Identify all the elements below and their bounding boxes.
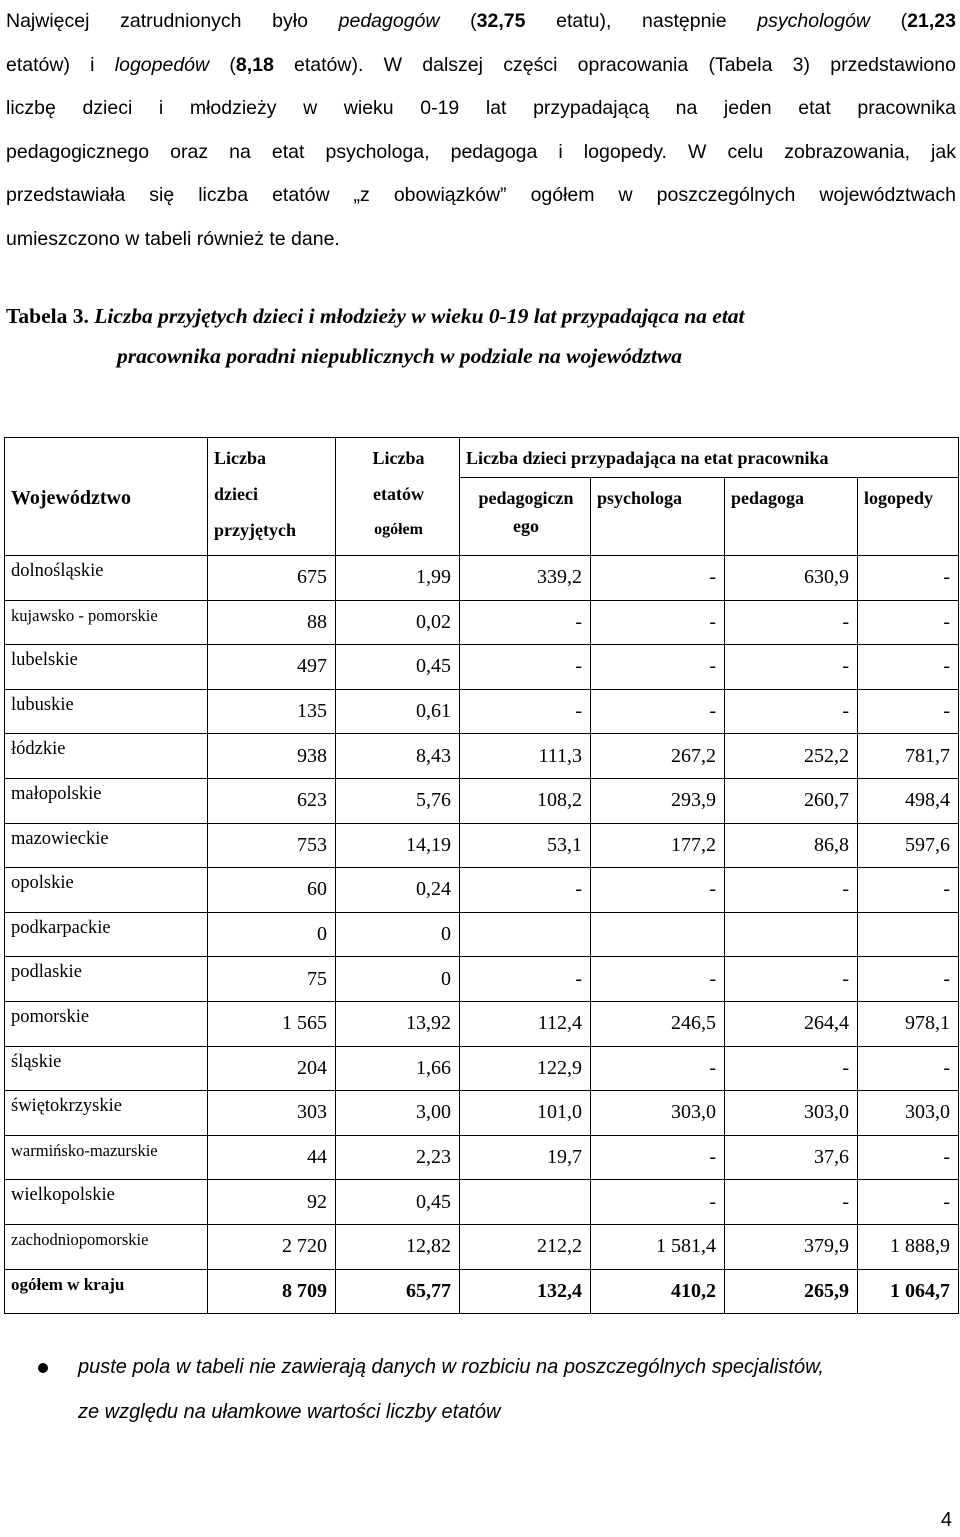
cell-posts: 0,45	[336, 645, 460, 690]
table-row	[5, 823, 959, 868]
table-row	[5, 1224, 959, 1269]
table-row	[5, 600, 959, 645]
table-row	[5, 1046, 959, 1091]
voivodeship-name: świętokrzyskie	[5, 1091, 208, 1136]
voivodeship-name: wielkopolskie	[5, 1180, 208, 1225]
cell-psy	[591, 912, 725, 957]
paragraph-line-4: pedagogicznego oraz na etat psychologa, pedagoga i logopedy. W celu zobrazowania, jak	[6, 140, 956, 163]
voivodeship-name: lubuskie	[5, 689, 208, 734]
cell-logo: -	[858, 556, 959, 601]
intro-paragraph	[6, 0, 956, 261]
cell-pedag: -	[725, 1180, 858, 1225]
cell-posts: 12,82	[336, 1224, 460, 1269]
paragraph-line-3: liczbę dzieci i młodzieży w wieku 0-19 lat przypadającą na jeden etat pracownika	[6, 97, 956, 119]
cell-logo: -	[858, 689, 959, 734]
header-pedagogue: pedagoga	[725, 478, 858, 556]
cell-logo: -	[858, 600, 959, 645]
cell-pedag: -	[725, 600, 858, 645]
cell-pedag: -	[725, 957, 858, 1002]
cell-logo: 1 888,9	[858, 1224, 959, 1269]
cell-children: 75	[208, 957, 336, 1002]
cell-ped: 111,3	[460, 734, 591, 779]
cell-ped: 112,4	[460, 1001, 591, 1046]
cell-ped	[460, 912, 591, 957]
cell-children: 135	[208, 689, 336, 734]
total-row	[5, 1269, 959, 1314]
cell-posts: 1,66	[336, 1046, 460, 1091]
cell-posts: 2,23	[336, 1135, 460, 1180]
cell-psy: -	[591, 957, 725, 1002]
cell-ped: 339,2	[460, 556, 591, 601]
cell-children: 8 709	[208, 1269, 336, 1314]
voivodeship-name: śląskie	[5, 1046, 208, 1091]
cell-logo: 781,7	[858, 734, 959, 779]
cell-logo: 1 064,7	[858, 1269, 959, 1314]
header-psychologist: psychologa	[591, 478, 725, 556]
cell-psy: -	[591, 868, 725, 913]
voivodeship-name: ogółem w kraju	[5, 1269, 208, 1314]
voivodeship-table	[4, 437, 959, 1314]
footnote	[30, 1345, 950, 1435]
cell-pedag: 252,2	[725, 734, 858, 779]
table-row	[5, 734, 959, 779]
cell-posts: 0,24	[336, 868, 460, 913]
page-number: 4	[940, 1509, 952, 1531]
cell-children: 303	[208, 1091, 336, 1136]
cell-logo: -	[858, 1180, 959, 1225]
cell-logo: -	[858, 957, 959, 1002]
cell-ped	[460, 1180, 591, 1225]
voivodeship-name: podlaskie	[5, 957, 208, 1002]
paragraph-line-6: umieszczono w tabeli również te dane.	[6, 227, 340, 250]
table-row	[5, 868, 959, 913]
table-row	[5, 957, 959, 1002]
table-row	[5, 556, 959, 601]
cell-psy: 1 581,4	[591, 1224, 725, 1269]
cell-pedag: -	[725, 868, 858, 913]
header-voivodeship: Województwo	[5, 438, 208, 556]
cell-pedag: 37,6	[725, 1135, 858, 1180]
paragraph-line-2: etatów) i logopedów (8,18 etatów). W dalszej części opracowania (Tabela 3) przedstawiono	[6, 53, 956, 76]
cell-pedag: 303,0	[725, 1091, 858, 1136]
cell-posts: 13,92	[336, 1001, 460, 1046]
cell-logo	[858, 912, 959, 957]
paragraph-line-1: Najwięcej zatrudnionych było pedagogów (32,75 etatu), następnie psychologów (21,23	[6, 10, 956, 32]
cell-ped: 101,0	[460, 1091, 591, 1136]
cell-posts: 65,77	[336, 1269, 460, 1314]
table-caption	[6, 296, 956, 376]
cell-psy: 246,5	[591, 1001, 725, 1046]
cell-pedag: 630,9	[725, 556, 858, 601]
cell-children: 753	[208, 823, 336, 868]
header-group: Liczba dzieci przypadająca na etat pracownika	[460, 438, 959, 478]
cell-pedag: 260,7	[725, 778, 858, 823]
cell-children: 675	[208, 556, 336, 601]
cell-pedag: -	[725, 689, 858, 734]
cell-children: 92	[208, 1180, 336, 1225]
cell-ped: 108,2	[460, 778, 591, 823]
cell-children: 497	[208, 645, 336, 690]
table-title-line-1: Liczba przyjętych dzieci i młodzieży w wieku 0-19 lat przypadająca na etat	[94, 304, 745, 328]
table-row	[5, 1135, 959, 1180]
cell-psy: 293,9	[591, 778, 725, 823]
voivodeship-name: łódzkie	[5, 734, 208, 779]
cell-logo: -	[858, 868, 959, 913]
cell-pedag: 86,8	[725, 823, 858, 868]
cell-ped: -	[460, 957, 591, 1002]
cell-psy: -	[591, 1135, 725, 1180]
cell-posts: 3,00	[336, 1091, 460, 1136]
voivodeship-name: kujawsko - pomorskie	[5, 600, 208, 645]
table-row	[5, 778, 959, 823]
cell-posts: 5,76	[336, 778, 460, 823]
cell-children: 60	[208, 868, 336, 913]
cell-psy: 410,2	[591, 1269, 725, 1314]
voivodeship-name: zachodniopomorskie	[5, 1224, 208, 1269]
cell-psy: 177,2	[591, 823, 725, 868]
table-title-line-2: pracownika poradni niepublicznych w podziale na województwa	[117, 344, 683, 368]
cell-logo: -	[858, 645, 959, 690]
footnote-line-2: ze względu na ułamkowe wartości liczby etatów	[78, 1401, 501, 1423]
cell-ped: -	[460, 689, 591, 734]
cell-pedag: 265,9	[725, 1269, 858, 1314]
voivodeship-name: lubelskie	[5, 645, 208, 690]
cell-logo: 597,6	[858, 823, 959, 868]
header-posts: Liczba etatów ogółem	[336, 438, 460, 556]
cell-children: 938	[208, 734, 336, 779]
cell-logo: -	[858, 1046, 959, 1091]
cell-ped: 122,9	[460, 1046, 591, 1091]
cell-pedag: 379,9	[725, 1224, 858, 1269]
voivodeship-name: warmińsko-mazurskie	[5, 1135, 208, 1180]
voivodeship-name: małopolskie	[5, 778, 208, 823]
cell-psy: -	[591, 1180, 725, 1225]
table-row	[5, 912, 959, 957]
cell-ped: 19,7	[460, 1135, 591, 1180]
cell-logo: -	[858, 1135, 959, 1180]
cell-children: 2 720	[208, 1224, 336, 1269]
cell-pedag: 264,4	[725, 1001, 858, 1046]
cell-ped: 212,2	[460, 1224, 591, 1269]
cell-pedag: -	[725, 645, 858, 690]
cell-psy: -	[591, 645, 725, 690]
header-pedagogical: pedagogiczn ego	[460, 478, 591, 556]
cell-posts: 0	[336, 957, 460, 1002]
paragraph-line-5: przedstawiała się liczba etatów „z obowiązków” ogółem w poszczególnych województwach	[6, 184, 956, 206]
voivodeship-name: mazowieckie	[5, 823, 208, 868]
cell-children: 623	[208, 778, 336, 823]
cell-ped: -	[460, 868, 591, 913]
voivodeship-name: opolskie	[5, 868, 208, 913]
cell-psy: -	[591, 689, 725, 734]
cell-posts: 1,99	[336, 556, 460, 601]
cell-pedag	[725, 912, 858, 957]
voivodeship-name: pomorskie	[5, 1001, 208, 1046]
cell-children: 44	[208, 1135, 336, 1180]
table-row	[5, 645, 959, 690]
bullet-icon	[38, 1363, 48, 1373]
cell-pedag: -	[725, 1046, 858, 1091]
cell-posts: 0,61	[336, 689, 460, 734]
cell-logo: 978,1	[858, 1001, 959, 1046]
cell-children: 204	[208, 1046, 336, 1091]
header-children: Liczba dzieci przyjętych	[208, 438, 336, 556]
table-row	[5, 1180, 959, 1225]
cell-psy: 267,2	[591, 734, 725, 779]
footnote-line-1: puste pola w tabeli nie zawierają danych w rozbiciu na poszczególnych specjalistów,	[78, 1356, 824, 1378]
cell-posts: 14,19	[336, 823, 460, 868]
cell-ped: -	[460, 600, 591, 645]
cell-psy: -	[591, 600, 725, 645]
cell-children: 88	[208, 600, 336, 645]
cell-posts: 0,45	[336, 1180, 460, 1225]
cell-ped: 53,1	[460, 823, 591, 868]
header-speech-therapist: logopedy	[858, 478, 959, 556]
cell-psy: -	[591, 556, 725, 601]
cell-posts: 0	[336, 912, 460, 957]
cell-posts: 8,43	[336, 734, 460, 779]
cell-psy: -	[591, 1046, 725, 1091]
table-row	[5, 689, 959, 734]
table-label: Tabela 3.	[6, 304, 89, 328]
voivodeship-name: podkarpackie	[5, 912, 208, 957]
cell-children: 1 565	[208, 1001, 336, 1046]
table-row	[5, 1001, 959, 1046]
cell-children: 0	[208, 912, 336, 957]
cell-logo: 498,4	[858, 778, 959, 823]
cell-psy: 303,0	[591, 1091, 725, 1136]
cell-ped: 132,4	[460, 1269, 591, 1314]
cell-posts: 0,02	[336, 600, 460, 645]
table-row	[5, 1091, 959, 1136]
cell-logo: 303,0	[858, 1091, 959, 1136]
cell-ped: -	[460, 645, 591, 690]
voivodeship-name: dolnośląskie	[5, 556, 208, 601]
